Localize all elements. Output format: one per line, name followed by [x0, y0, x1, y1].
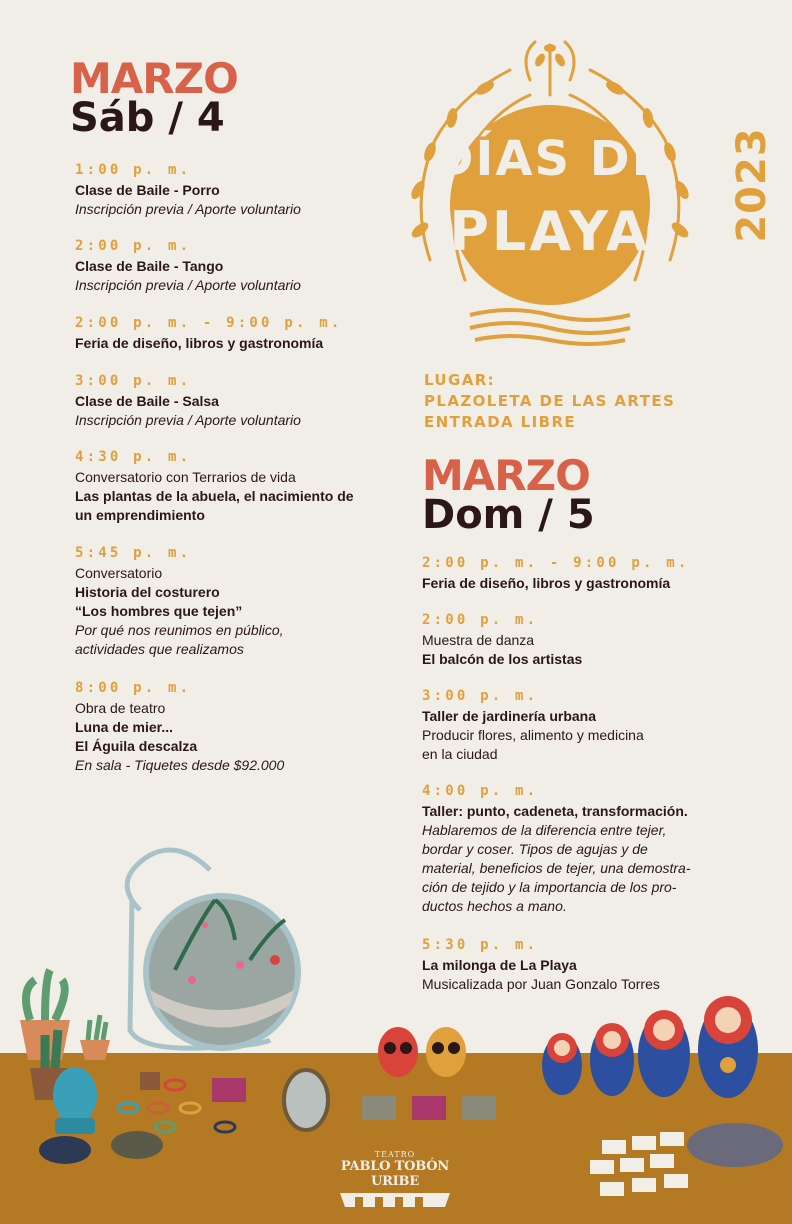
sunday-day: Dom / 5	[422, 492, 595, 538]
sun-leaves-icon	[390, 40, 710, 350]
event-note: Inscripción previa / Aporte voluntario	[75, 277, 301, 293]
sat-event-2	[75, 237, 415, 295]
event-type: Conversatorio con Terrarios de vida	[75, 469, 296, 485]
event-note: en la ciudad	[422, 746, 498, 762]
saturday-month: MARZO	[70, 54, 238, 103]
venue-name: PLAZOLETA DE LAS ARTES	[424, 392, 676, 410]
small-pot-icon	[140, 1072, 160, 1090]
skull-mask-icon	[378, 1027, 466, 1077]
event-time: 1:00 p. m.	[75, 162, 192, 178]
sunday-month: MARZO	[422, 451, 590, 500]
tray-icon	[687, 1123, 783, 1167]
event-title: La milonga de La Playa	[422, 957, 577, 973]
bag-icon	[212, 1078, 246, 1102]
event-time: 3:00 p. m.	[422, 688, 539, 704]
event-note: ductos hechos a mano.	[422, 898, 567, 914]
event-note: Inscripción previa / Aporte voluntario	[75, 201, 301, 217]
event-title: El balcón de los artistas	[422, 651, 583, 667]
event-note: Producir flores, alimento y medicina	[422, 727, 644, 743]
event-title: Taller: punto, cadeneta, transformación.	[422, 803, 688, 819]
sat-event-3	[75, 314, 415, 353]
sat-event-4	[75, 372, 415, 430]
event-time: 8:00 p. m.	[75, 680, 192, 696]
logo-line-2: PLAYA	[449, 200, 651, 263]
event-time: 2:00 p. m. - 9:00 p. m.	[75, 315, 343, 331]
event-time: 3:00 p. m.	[75, 373, 192, 389]
event-type: Muestra de danza	[422, 632, 535, 648]
buddha-statue-icon	[53, 1067, 97, 1134]
event-time: 2:00 p. m. - 9:00 p. m.	[422, 555, 690, 571]
event-note: Musicalizada por Juan Gonzalo Torres	[422, 976, 660, 992]
event-note: bordar y coser. Tipos de agujas y de	[422, 841, 648, 857]
event-note: actividades que realizamos	[75, 641, 244, 657]
event-title: Historia del costurero	[75, 584, 220, 600]
mirror-icon	[284, 1070, 328, 1130]
event-note: Inscripción previa / Aporte voluntario	[75, 412, 301, 428]
event-title: Clase de Baile - Salsa	[75, 393, 219, 409]
event-title: Feria de diseño, libros y gastronomía	[75, 335, 324, 351]
event-time: 2:00 p. m.	[75, 238, 192, 254]
event-time: 5:30 p. m.	[422, 937, 539, 953]
event-title: “Los hombres que tejen”	[75, 603, 243, 619]
cards-icon	[590, 1132, 688, 1196]
year-label: 2023	[729, 127, 775, 243]
event-title: Luna de mier...	[75, 719, 174, 735]
bag-icon	[362, 1096, 396, 1120]
event-title: Las plantas de la abuela, el nacimiento de	[75, 488, 354, 504]
event-title: Clase de Baile - Tango	[75, 258, 224, 274]
event-type: Conversatorio	[75, 565, 163, 581]
venue-label: LUGAR:	[424, 371, 496, 389]
event-time: 5:45 p. m.	[75, 545, 192, 561]
matryoshka-dolls-icon	[542, 996, 758, 1098]
event-note: En sala - Tiquetes desde $92.000	[75, 757, 285, 773]
dias-de-playa-logo	[390, 40, 710, 350]
event-note: ción de tejido y la importancia de los pro-	[422, 879, 677, 895]
sat-event-6	[75, 544, 415, 659]
event-note: Por qué nos reunimos en público,	[75, 622, 284, 638]
dish-icon	[111, 1131, 163, 1159]
dish-icon	[39, 1136, 91, 1164]
bag-icon	[462, 1096, 496, 1120]
theater-building-icon	[335, 1189, 455, 1209]
theater-logo-name: PABLO TOBÓN URIBE	[340, 1159, 450, 1189]
sat-event-5	[75, 448, 385, 525]
sat-event-7	[75, 679, 415, 775]
sat-event-1	[75, 161, 415, 219]
event-type: Obra de teatro	[75, 700, 166, 716]
venue-info	[424, 370, 675, 433]
sun-event-3	[422, 687, 762, 764]
event-time: 2:00 p. m.	[422, 612, 539, 628]
event-time: 4:30 p. m.	[75, 449, 192, 465]
event-note: material, beneficios de tejer, una demostra-	[422, 860, 691, 876]
logo-line-1: DÍAS DE	[433, 131, 667, 187]
event-title: Clase de Baile - Porro	[75, 182, 220, 198]
bag-icon	[412, 1096, 446, 1120]
entry-info: ENTRADA LIBRE	[424, 413, 577, 431]
event-title: un emprendimiento	[75, 507, 205, 523]
theater-logo-small: TEATRO	[374, 1150, 416, 1159]
event-title: Taller de jardinería urbana	[422, 708, 597, 724]
terrarium-icon	[127, 850, 298, 1048]
event-title: Feria de diseño, libros y gastronomía	[422, 575, 671, 591]
theater-logo	[320, 1150, 470, 1214]
saturday-day: Sáb / 4	[70, 95, 225, 141]
sun-event-1	[422, 554, 762, 593]
event-title: El Águila descalza	[75, 738, 198, 754]
event-time: 4:00 p. m.	[422, 783, 539, 799]
sun-event-2	[422, 611, 762, 669]
event-note: Hablaremos de la diferencia entre tejer,	[422, 822, 667, 838]
